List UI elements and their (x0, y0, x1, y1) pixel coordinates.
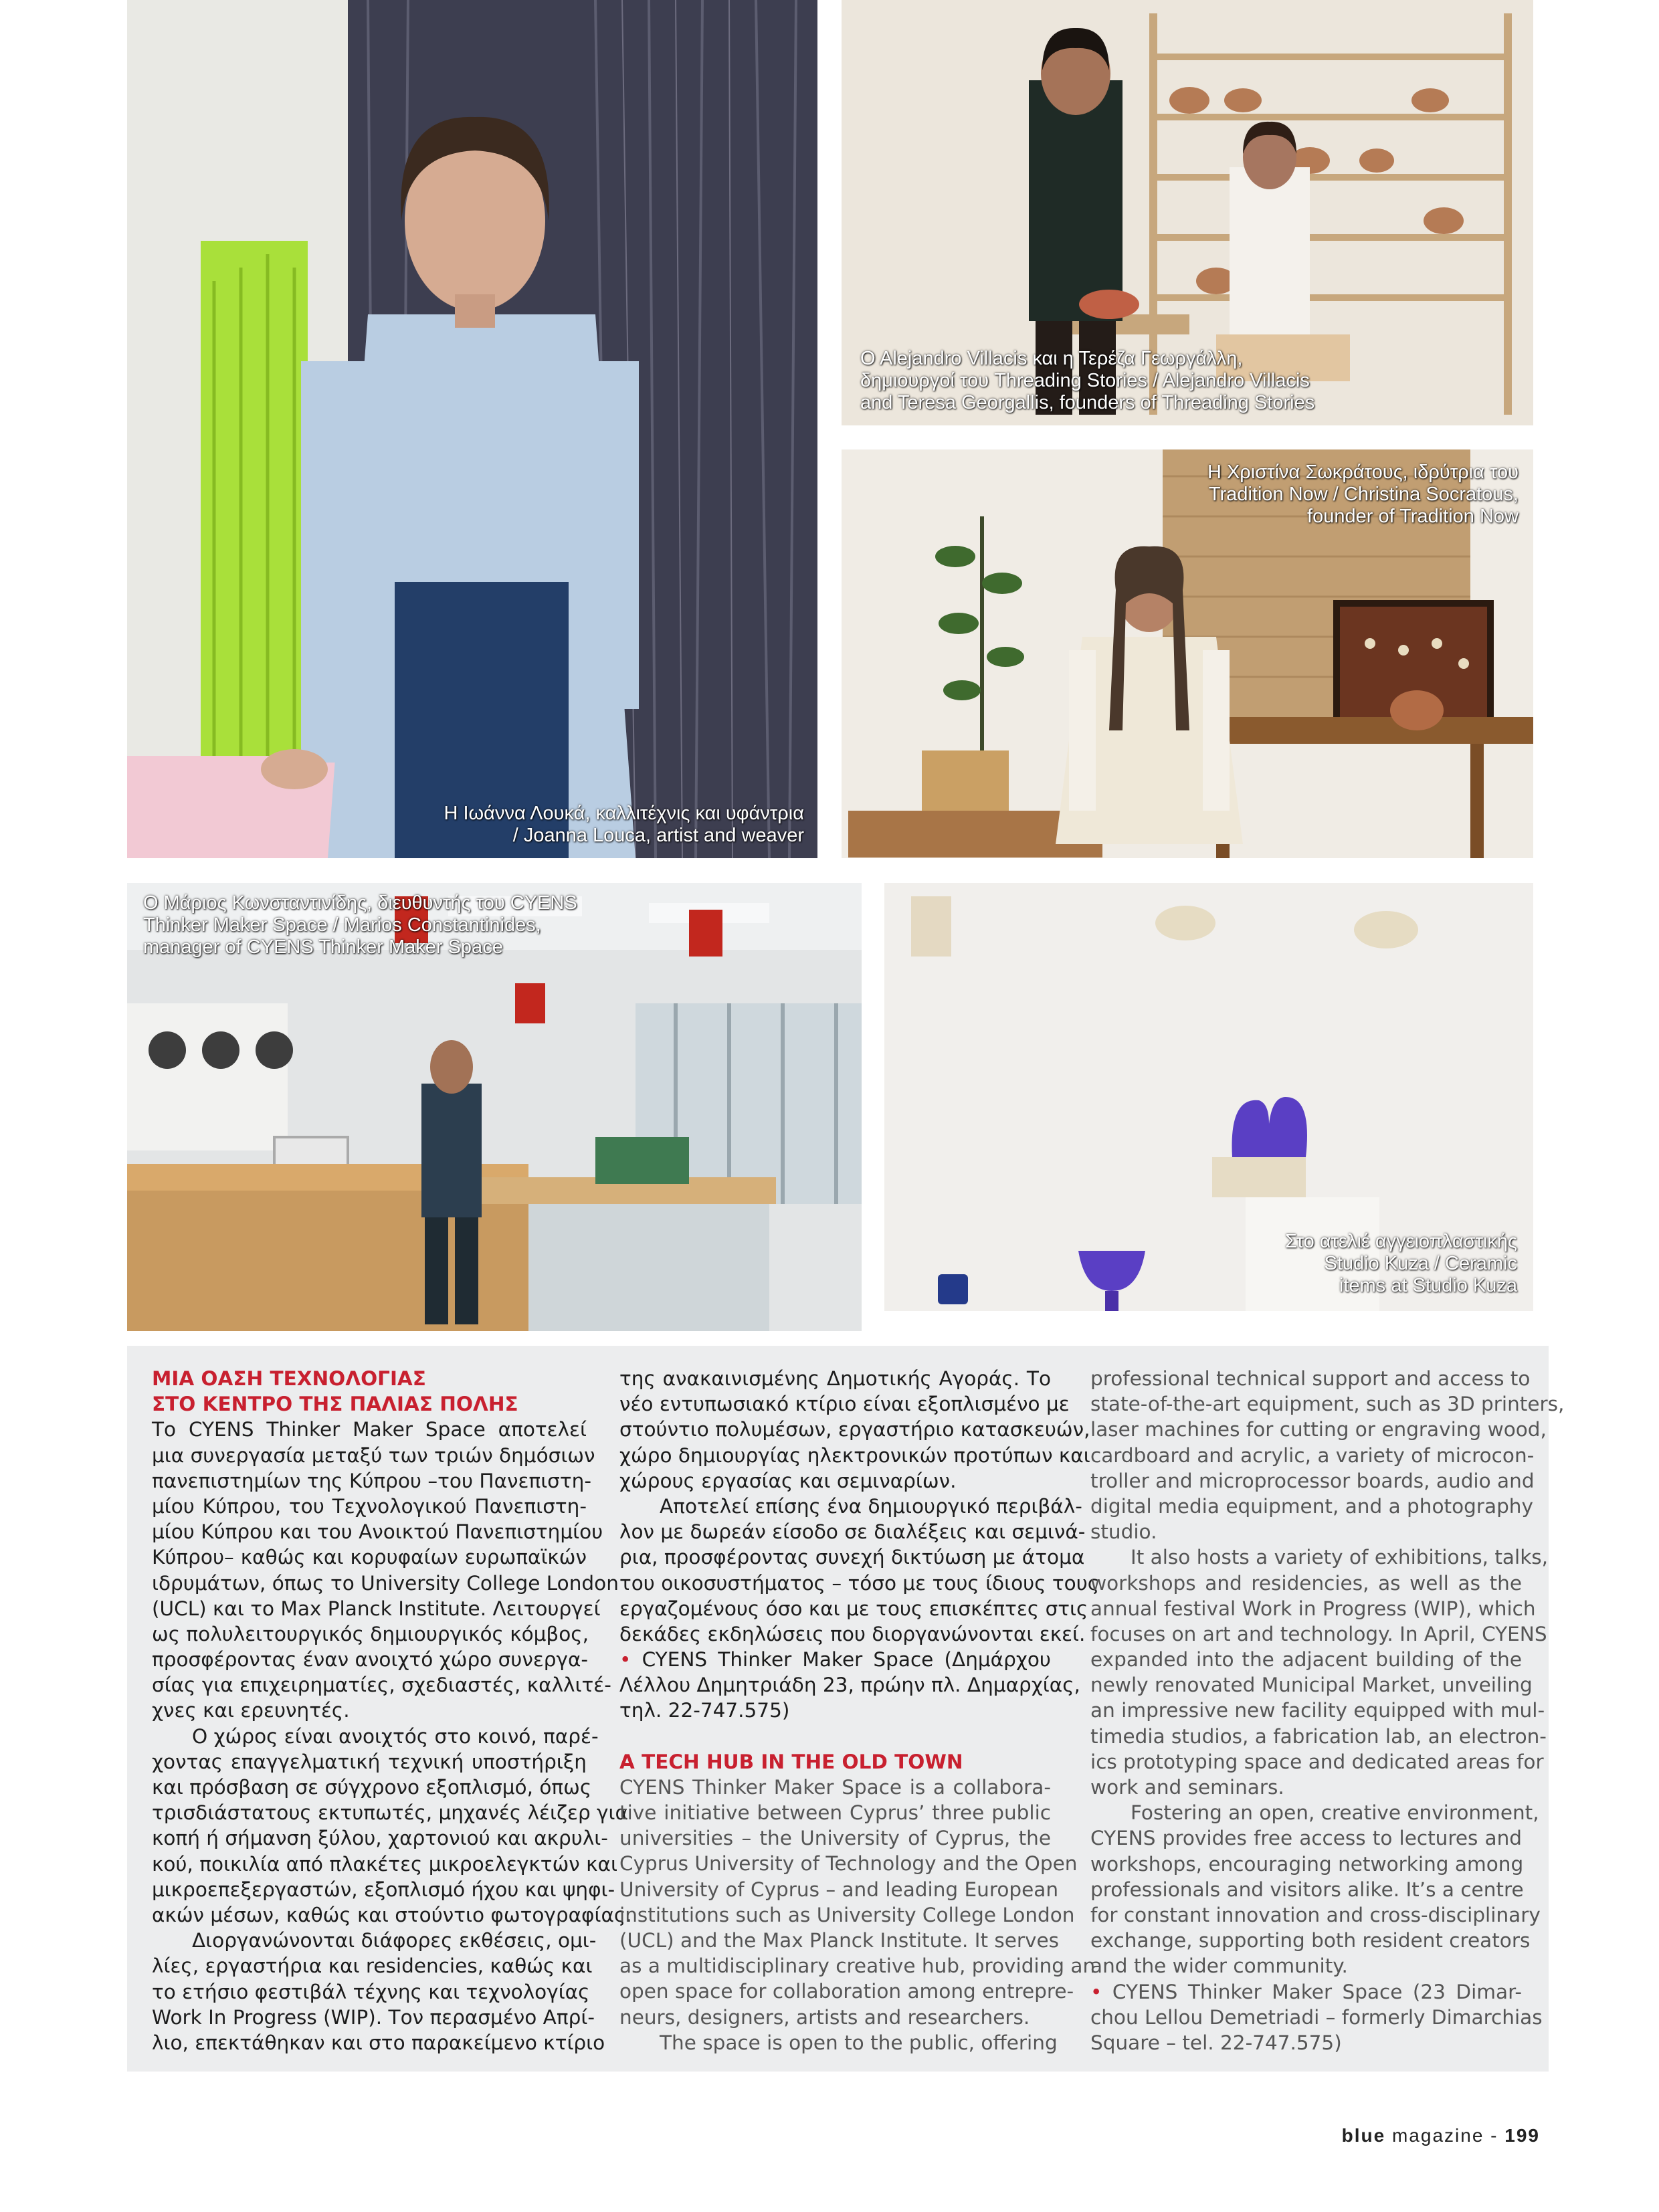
text-line: expanded into the adjacent building of the (1090, 1648, 1522, 1672)
text-line: στούντιο πολυμέσων, εργαστήριο κατασκευών, (619, 1418, 1090, 1441)
text-line: χώρους εργασίας και σεμιναρίων. (619, 1469, 957, 1492)
text-line: The space is open to the public, offering (660, 2031, 1058, 2054)
text-line: newly renovated Municipal Market, unveiling (1090, 1674, 1533, 1697)
caption-line: founder of Tradition Now (1307, 506, 1519, 527)
text-line: Work In Progress (WIP). Τον περασμένο Απρί- (152, 2005, 595, 2029)
greek-heading-line-2: ΣΤΟ ΚΕΝΤΡΟ ΤΗΣ ΠΑΛΙΑΣ ΠΟΛΗΣ (152, 1393, 518, 1416)
text-line: μίου Κύπρου, του Τεχνολογικού Πανεπιστη- (152, 1494, 587, 1518)
page-footer (1342, 2125, 1540, 2146)
caption-line: items at Studio Kuza (1339, 1275, 1517, 1296)
english-heading: A TECH HUB IN THE OLD TOWN (619, 1750, 963, 1773)
address-line: Square – tel. 22-747.575) (1090, 2031, 1342, 2054)
text-line: Ο χώρος είναι ανοιχτός στο κοινό, παρέ- (192, 1724, 599, 1748)
text-line: ρια, προσφέροντας συνεχή δικτύωση με άτομα (619, 1546, 1085, 1569)
text-line: πανεπιστημίων της Κύπρου –του Πανεπιστη- (152, 1469, 591, 1492)
magazine-label: magazine - (1391, 2125, 1498, 2146)
threading-stories-caption (860, 348, 1314, 414)
text-line: της ανακαινισμένης Δημοτικής Αγοράς. Το (619, 1367, 1051, 1390)
text-line: το ετήσιο φεστιβάλ τέχνης και τεχνολογίας (152, 1980, 590, 2003)
article-column-3 (1090, 1366, 1565, 2055)
text-line: Αποτελεί επίσης ένα δημιουργικό περιβάλ- (660, 1494, 1082, 1518)
caption-line: Η Ιωάννα Λουκά, καλλιτέχνις και υφάντρια (444, 803, 804, 824)
studio-kuza-photo (884, 883, 1533, 1311)
text-line: (UCL) and the Max Planck Institute. It serves (619, 1928, 1060, 1952)
text-line: Fostering an open, creative environment, (1131, 1801, 1539, 1825)
text-line: studio. (1090, 1520, 1157, 1544)
weaver-photo (127, 0, 817, 858)
article-column-2 (619, 1366, 1100, 2055)
caption-line: δημιουργοί του Threading Stories / Alejandro Villacis (860, 370, 1310, 391)
maker-space-photo (127, 883, 862, 1331)
caption-line: and Teresa Georgallis, founders of Threading Stories (860, 392, 1315, 413)
caption-line: O Alejandro Villacis και η Τερέζα Γεωργάλλη, (860, 348, 1243, 369)
text-line: του οικοσυστήματος – τόσο με τους ίδιους τους (619, 1571, 1100, 1595)
text-line: workshops, encouraging networking among (1090, 1852, 1524, 1876)
text-line: University of Cyprus – and leading European (619, 1878, 1059, 1901)
address-text: CYENS Thinker Maker Space (Δημάρχου (642, 1648, 1051, 1672)
caption-line: Στο ατελιέ αγγειοπλαστικής (1285, 1231, 1517, 1252)
text-line: ics prototyping space and dedicated areas for (1090, 1750, 1544, 1773)
address-line: chou Lellou Demetriadi – formerly Dimarchias (1090, 2005, 1543, 2029)
text-line: annual festival Work in Progress (WIP), which (1090, 1597, 1536, 1620)
text-line: troller and microprocessor boards, audio and (1090, 1469, 1535, 1492)
text-line: open space for collaboration among entrepre- (619, 1980, 1074, 2003)
text-line: ως πολυλειτουργικός δημιουργικός κόμβος, (152, 1622, 589, 1645)
text-line: Κύπρου– καθώς και κορυφαίων ευρωπαϊκών (152, 1546, 587, 1569)
studio-kuza-caption (1285, 1231, 1517, 1297)
address-line (619, 1647, 1051, 1672)
text-line: νέο εντυπωσιακό κτίριο είναι εξοπλισμένο με (619, 1393, 1070, 1416)
woman-weaver-portrait-icon (127, 0, 817, 858)
text-line: (UCL) και το Max Planck Institute. Λειτουργεί (152, 1597, 601, 1620)
text-line: for constant innovation and cross-disciplinary (1090, 1903, 1541, 1926)
text-line: λίες, εργαστήρια και residencies, καθώς και (152, 1954, 593, 1978)
text-line: εργαζομένους όσο και με τους επισκέπτες στις (619, 1597, 1088, 1620)
text-line: μίου Κύπρου και του Ανοικτού Πανεπιστημίου (152, 1520, 603, 1544)
page-number: 199 (1504, 2125, 1540, 2146)
text-line: Cyprus University of Technology and the Open (619, 1852, 1078, 1876)
text-line: ιδρυμάτων, όπως το University College London (152, 1571, 619, 1595)
caption-line: manager of CYENS Thinker Maker Space (143, 936, 503, 958)
text-line: It also hosts a variety of exhibitions, talks, (1131, 1546, 1549, 1569)
address-line: τηλ. 22-747.575) (619, 1699, 790, 1722)
caption-line: Η Χριστίνα Σωκράτους, ιδρύτρια του (1207, 462, 1519, 483)
spacer (619, 1724, 1051, 1749)
maker-space-caption (143, 892, 577, 959)
tradition-now-caption (1207, 462, 1519, 528)
text-line: κοπή ή σήμανση ξύλου, χαρτονιού και ακρυλι- (152, 1827, 608, 1850)
text-line: χοντας επαγγελματική τεχνική υποστήριξη (152, 1750, 587, 1773)
address-line (1090, 1979, 1522, 2005)
threading-stories-photo (842, 0, 1533, 425)
text-line: τρισδιάστατους εκτυπωτές, μηχανές λέιζερ για (152, 1801, 628, 1825)
text-line: CYENS Thinker Maker Space is a collabora- (619, 1775, 1051, 1799)
text-line: focuses on art and technology. In April, CYENS (1090, 1622, 1547, 1645)
text-line: timedia studios, a fabrication lab, an electron- (1090, 1724, 1547, 1748)
text-line: λον με δωρεάν είσοδο σε διαλέξεις και σεμινά- (619, 1520, 1086, 1544)
article-panel (127, 1346, 1565, 2072)
address-line: Λέλλου Δημητριάδη 23, πρώην πλ. Δημαρχίας, (619, 1674, 1080, 1697)
text-line: universities – the University of Cyprus, the (619, 1827, 1051, 1850)
text-line: digital media equipment, and a photography (1090, 1494, 1533, 1518)
text-line: work and seminars. (1090, 1776, 1284, 1799)
text-line: κού, ποικιλία από πλακέτες μικροελεγκτών και (152, 1852, 617, 1876)
weaver-caption (444, 803, 804, 847)
text-line: laser machines for cutting or engraving wood, (1090, 1418, 1547, 1441)
text-line: professionals and visitors alike. It’s a centre (1090, 1878, 1524, 1901)
caption-line: / Joanna Louca, artist and weaver (512, 825, 804, 846)
address-text: CYENS Thinker Maker Space (23 Dimar- (1112, 1980, 1522, 2003)
text-line: and the wider community. (1090, 1954, 1348, 1978)
brand-name: blue (1341, 2125, 1386, 2146)
text-line: professional technical support and access to (1090, 1367, 1531, 1390)
text-line: χνες και ερευνητές. (152, 1699, 350, 1722)
text-line: και πρόσβαση σε σύγχρονο εξοπλισμό, όπως (152, 1776, 592, 1799)
text-line: σίας για επιχειρηματίες, σχεδιαστές, καλλιτέ- (152, 1674, 611, 1697)
bullet-marker: • (619, 1648, 631, 1672)
text-line: CYENS provides free access to lectures and (1090, 1827, 1522, 1850)
text-line: λιο, επεκτάθηκαν και στο παρακείμενο κτίριο (152, 2031, 605, 2054)
caption-line: Studio Kuza / Ceramic (1324, 1253, 1517, 1274)
bullet-marker: • (1090, 1980, 1102, 2003)
tradition-now-photo (842, 449, 1533, 858)
text-line: μικροεπεξεργαστών, εξοπλισμό ήχου και ψηφι- (152, 1878, 615, 1901)
greek-heading-line-1: ΜΙΑ ΟΑΣΗ ΤΕΧΝΟΛΟΓΙΑΣ (152, 1367, 426, 1390)
text-line: neurs, designers, artists and researchers. (619, 2005, 1030, 2029)
text-line: state-of-the-art equipment, such as 3D printers, (1090, 1393, 1565, 1416)
text-line: workshops and residencies, as well as the (1090, 1571, 1522, 1595)
text-line: ακών μέσων, καθώς και στούντιο φωτογραφίας. (152, 1903, 632, 1926)
caption-line: Tradition Now / Christina Socratous, (1208, 484, 1519, 505)
text-line: χώρο δημιουργίας ηλεκτρονικών προτύπων και (619, 1443, 1090, 1467)
text-line: προσφέροντας έναν ανοιχτό χώρο συνεργα- (152, 1648, 589, 1672)
article-column-1 (152, 1366, 632, 2055)
text-line: tive initiative between Cyprus’ three public (619, 1801, 1051, 1824)
text-line: Το CYENS Thinker Maker Space αποτελεί (152, 1418, 587, 1441)
text-line: as a multidisciplinary creative hub, providing an (619, 1954, 1096, 1978)
text-line: exchange, supporting both resident creators (1090, 1929, 1531, 1952)
text-line: μια συνεργασία μεταξύ των τριών δημόσιων (152, 1443, 595, 1467)
text-line: an impressive new facility equipped with mul- (1090, 1699, 1545, 1722)
caption-line: Ο Μάριος Κωνσταντινίδης, διευθυντής του CYENS (143, 892, 577, 914)
text-line: Διοργανώνονται διάφορες εκθέσεις, ομι- (192, 1929, 597, 1952)
caption-line: Thinker Maker Space / Marios Constantinides, (143, 914, 541, 936)
text-line: cardboard and acrylic, a variety of microcon- (1090, 1443, 1535, 1467)
text-line: δεκάδες εκδηλώσεις που διοργανώνονται εκεί. (619, 1622, 1086, 1645)
text-line: institutions such as University College London (619, 1903, 1075, 1926)
